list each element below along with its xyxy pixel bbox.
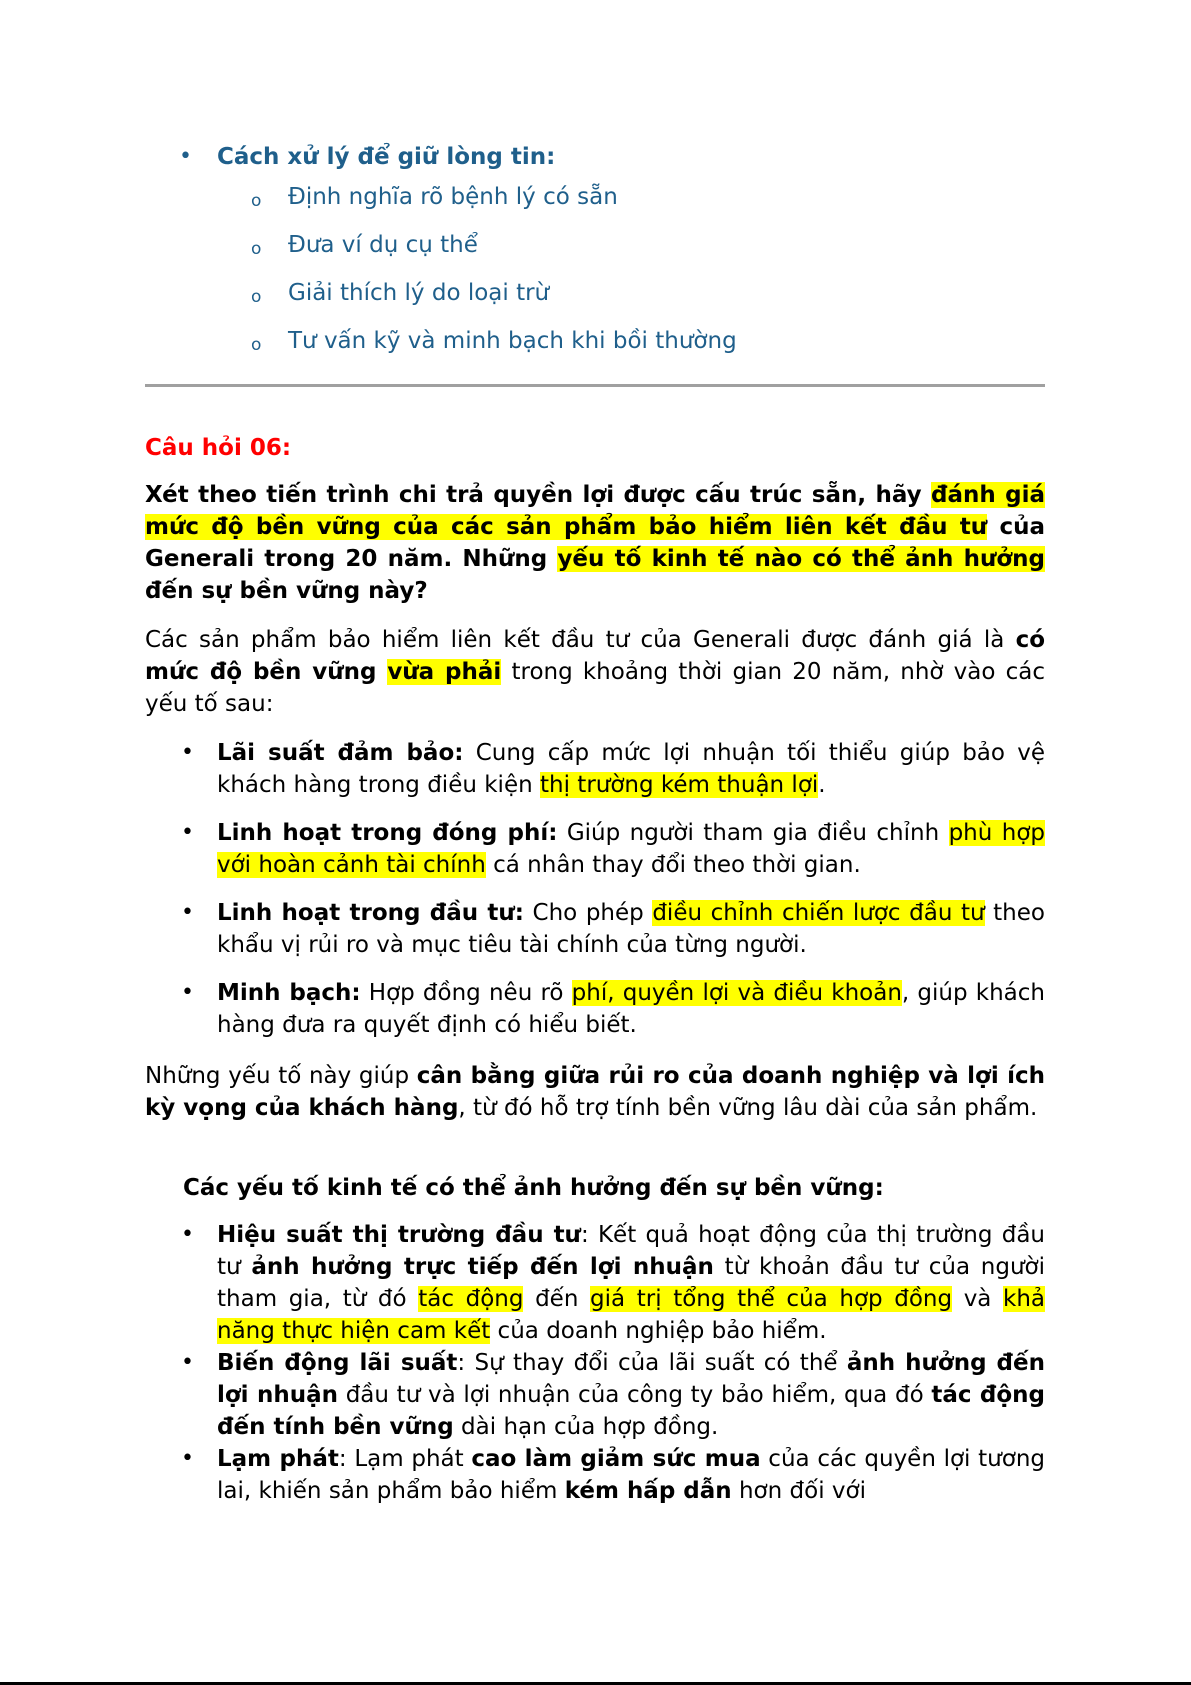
circle-bullet-icon: o [251, 239, 262, 259]
factor-text: Cho phép [523, 900, 653, 926]
factor-item [145, 977, 1045, 1041]
horizontal-divider [145, 384, 1045, 387]
factor-title: Linh hoạt trong đầu tư: [217, 900, 524, 926]
economic-item [145, 1219, 1045, 1347]
bullet-icon: • [181, 900, 194, 925]
question-part: của Generali trong 20 năm. Những [145, 514, 1045, 572]
bullet-icon: • [181, 1350, 194, 1375]
trust-item-text: Định nghĩa rõ bệnh lý có sẵn [288, 184, 618, 210]
summary-text: , từ đó hỗ trợ tính bền vững lâu dài của sản phẩm. [458, 1095, 1038, 1121]
summary-text: Những yếu tố này giúp [145, 1063, 417, 1089]
trust-item [145, 276, 1045, 324]
trust-item [145, 228, 1045, 276]
trust-heading: Cách xử lý để giữ lòng tin: [217, 144, 556, 170]
economic-item [145, 1443, 1045, 1507]
factor-highlight: phù hợp với hoàn cảnh tài chính [217, 820, 1045, 878]
bullet-icon: • [181, 980, 194, 1005]
circle-bullet-icon: o [251, 287, 262, 307]
economic-bold: ảnh hưởng trực tiếp đến lợi nhuận [251, 1254, 714, 1280]
intro-highlight: vừa phải [387, 659, 502, 685]
summary-paragraph [145, 1060, 1045, 1124]
circle-bullet-icon: o [251, 191, 262, 211]
economic-title: Hiệu suất thị trường đầu tư [217, 1222, 581, 1248]
bullet-icon: • [181, 820, 194, 845]
economic-text: đến [523, 1286, 591, 1312]
economic-bold: tác động đến tính bền vững [217, 1382, 1045, 1440]
factor-text: theo khẩu vị rủi ro và mục tiêu tài chính của từng người. [217, 900, 1045, 958]
economic-bold: cao làm giảm sức mua [471, 1446, 761, 1472]
factor-highlight: thị trường kém thuận lợi [540, 772, 819, 798]
economic-text: và [952, 1286, 1004, 1312]
intro-bold: có mức độ bền vững [145, 627, 1045, 685]
economic-list [145, 1219, 1045, 1507]
economic-text: từ khoản đầu tư của người tham gia, từ đó [217, 1254, 1046, 1312]
economic-bold: ảnh hưởng đến lợi nhuận [217, 1350, 1045, 1408]
bullet-icon: • [181, 1222, 194, 1247]
bullet-icon: • [181, 740, 194, 765]
economic-item [145, 1347, 1045, 1443]
economic-highlight: khả năng thực hiện cam kết [217, 1286, 1046, 1344]
intro-text: trong khoảng thời gian 20 năm, nhờ vào các yếu tố sau: [145, 659, 1045, 717]
economic-text: của các quyền lợi tương lai, khiến sản phẩm bảo hiểm [217, 1446, 1045, 1504]
factor-title: Minh bạch: [217, 980, 361, 1006]
economic-bold: kém hấp dẫn [564, 1478, 732, 1504]
intro-text: Các sản phẩm bảo hiểm liên kết đầu tư của Generali được đánh giá là [145, 627, 1016, 653]
economic-highlight: giá trị tổng thể của hợp đồng [590, 1286, 953, 1312]
economic-text: dài hạn của hợp đồng. [453, 1414, 719, 1440]
factor-text: Giúp người tham gia điều chỉnh [557, 820, 949, 846]
economic-text: đầu tư và lợi nhuận của công ty bảo hiểm, qua đó [338, 1382, 932, 1408]
question-highlight: yếu tố kinh tế nào có thể ảnh hưởng [557, 546, 1045, 572]
factor-list [145, 737, 1045, 1057]
factor-text: cá nhân thay đổi theo thời gian. [485, 852, 861, 878]
trust-item-text: Giải thích lý do loại trừ [288, 280, 550, 306]
trust-item [145, 324, 1045, 372]
bullet-icon: • [181, 1446, 194, 1471]
economic-text: của doanh nghiệp bảo hiểm. [490, 1318, 827, 1344]
factor-title: Lãi suất đảm bảo: [217, 740, 464, 766]
factor-item [145, 897, 1045, 961]
factor-text: , giúp khách hàng đưa ra quyết định có hiểu biết. [217, 980, 1045, 1038]
economic-heading: Các yếu tố kinh tế có thể ảnh hưởng đến sự bền vững: [183, 1175, 884, 1201]
economic-highlight: tác động [418, 1286, 524, 1312]
question-highlight: đánh giá mức độ bền vững của các sản phẩm bảo hiểm liên kết đầu tư [145, 482, 1045, 540]
trust-section [145, 140, 1045, 372]
circle-bullet-icon: o [251, 335, 262, 355]
economic-title: Lạm phát [217, 1446, 339, 1472]
economic-text: : Lạm phát [338, 1446, 472, 1472]
question-label: Câu hỏi 06: [145, 435, 292, 461]
trust-item-text: Đưa ví dụ cụ thể [288, 232, 478, 258]
factor-text: Hợp đồng nêu rõ [360, 980, 572, 1006]
economic-text: : Kết quả hoạt động của thị trường đầu tư [217, 1222, 1045, 1280]
factor-item [145, 817, 1045, 881]
economic-text: hơn đối với [731, 1478, 866, 1504]
trust-heading-row [145, 140, 1045, 180]
factor-highlight: điều chỉnh chiến lược đầu tư [652, 900, 985, 926]
factor-text: Cung cấp mức lợi nhuận tối thiểu giúp bảo vệ khách hàng trong điều kiện [217, 740, 1045, 798]
question-part: đến sự bền vững này? [145, 578, 428, 604]
factor-highlight: phí, quyền lợi và điều khoản [571, 980, 902, 1006]
bullet-icon: • [179, 144, 192, 169]
factor-item [145, 737, 1045, 801]
trust-item [145, 180, 1045, 228]
economic-text: : Sự thay đổi của lãi suất có thể [457, 1350, 847, 1376]
answer-intro [145, 624, 1045, 720]
factor-title: Linh hoạt trong đóng phí: [217, 820, 558, 846]
factor-text: . [818, 772, 826, 798]
economic-title: Biến động lãi suất [217, 1350, 458, 1376]
question-part: Xét theo tiến trình chi trả quyền lợi được cấu trúc sẵn, hãy [145, 482, 932, 508]
summary-bold: cân bằng giữa rủi ro của doanh nghiệp và lợi ích kỳ vọng của khách hàng [145, 1063, 1045, 1121]
trust-item-text: Tư vấn kỹ và minh bạch khi bồi thường [288, 328, 737, 354]
question-text [145, 479, 1045, 607]
